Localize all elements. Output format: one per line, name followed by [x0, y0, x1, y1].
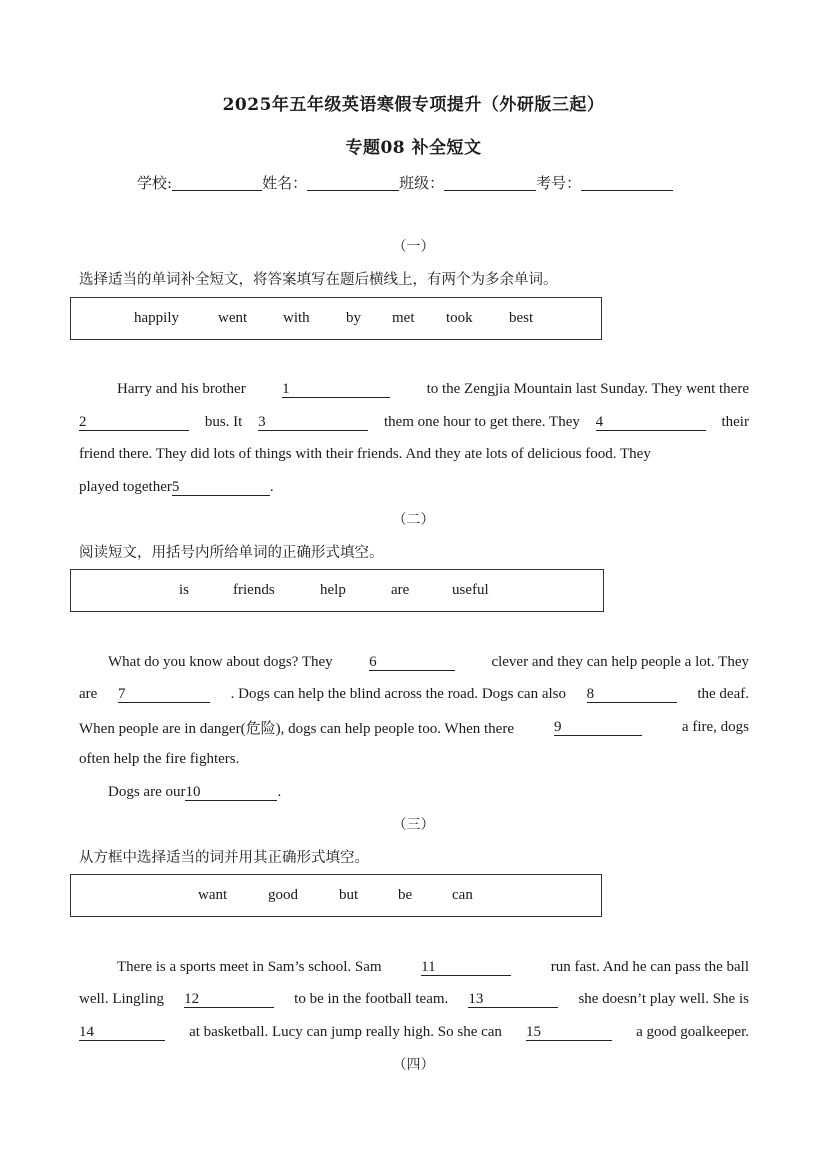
blank-4[interactable]: 4: [596, 414, 706, 431]
passage-2-line-5: Dogs are our 10 .: [108, 784, 282, 800]
class-blank[interactable]: [444, 174, 536, 191]
word-option: happily: [134, 310, 179, 326]
blank-14[interactable]: 14: [79, 1024, 165, 1041]
section-3-heading: （三）: [392, 817, 435, 833]
word-option: went: [218, 310, 248, 326]
word-option: want: [198, 887, 228, 903]
passage-3-line-1: There is a sports meet in Sam’s school. Sam 11 run fast. And he can pass the ball: [117, 959, 749, 975]
name-blank[interactable]: [307, 174, 399, 191]
passage-1-line-3: friend there. They did lots of things with their friends. And they ate lots of delicious food. They: [79, 446, 651, 462]
word-box-2: [70, 569, 604, 612]
word-option: met: [392, 310, 415, 326]
blank-13[interactable]: 13: [468, 991, 558, 1008]
blank-6[interactable]: 6: [369, 654, 455, 671]
section-2-heading: （二）: [392, 512, 435, 528]
word-option: took: [446, 310, 473, 326]
blank-3[interactable]: 3: [258, 414, 368, 431]
word-option: can: [452, 887, 473, 903]
passage-1-line-4: played together 5 .: [79, 479, 274, 495]
word-option: but: [339, 887, 359, 903]
blank-11[interactable]: 11: [421, 959, 511, 976]
exam-no-blank[interactable]: [581, 174, 673, 191]
word-box-3: [70, 874, 602, 917]
passage-2-line-3: When people are in danger(危险), dogs can help people too. When there 9 a fire, dogs: [79, 719, 749, 737]
word-option: friends: [233, 582, 275, 598]
word-option: by: [346, 310, 361, 326]
section-1-heading: （一）: [392, 239, 435, 255]
passage-2-line-1: What do you know about dogs? They 6 clever and they can help people a lot. They: [108, 654, 749, 670]
section-2-instruction: 阅读短文，用括号内所给单词的正确形式填空。: [79, 545, 384, 561]
word-option: with: [283, 310, 310, 326]
passage-2-line-2: are 7 . Dogs can help the blind across the road. Dogs can also 8 the deaf.: [79, 686, 749, 702]
blank-2[interactable]: 2: [79, 414, 189, 431]
passage-2-line-4: often help the fire fighters.: [79, 751, 240, 767]
passage-3-line-2: well. Lingling 12 to be in the football team. 13 she doesn’t play well. She is: [79, 991, 749, 1007]
school-blank[interactable]: [172, 174, 262, 191]
school-label: 学校:: [137, 174, 173, 192]
word-option: good: [268, 887, 298, 903]
passage-3-line-3: 14 at basketball. Lucy can jump really high. So she can 15 a good goalkeeper.: [79, 1024, 749, 1040]
blank-9[interactable]: 9: [554, 719, 642, 736]
student-info-row: [137, 172, 673, 193]
word-option: useful: [452, 582, 489, 598]
word-option: help: [320, 582, 346, 598]
passage-1-line-1: Harry and his brother 1 to the Zengjia Mountain last Sunday. They went there: [117, 381, 749, 397]
blank-1[interactable]: 1: [282, 381, 390, 398]
word-option: are: [391, 582, 410, 598]
passage-1-line-2: 2 bus. It 3 them one hour to get there. They 4 their: [79, 414, 749, 430]
blank-15[interactable]: 15: [526, 1024, 612, 1041]
blank-5[interactable]: 5: [172, 479, 270, 496]
exam-no-label: 考号：: [536, 174, 582, 192]
worksheet-subtitle: 专题08 补全短文: [345, 138, 482, 158]
worksheet-title: 2025年五年级英语寒假专项提升（外研版三起）: [222, 95, 605, 115]
section-4-heading: （四）: [392, 1057, 435, 1073]
blank-7[interactable]: 7: [118, 686, 210, 703]
section-3-instruction: 从方框中选择适当的词并用其正确形式填空。: [79, 850, 369, 866]
name-label: 姓名：: [262, 174, 308, 192]
word-option: be: [398, 887, 413, 903]
class-label: 班级：: [399, 174, 445, 192]
word-option: best: [509, 310, 534, 326]
section-1-instruction: 选择适当的单词补全短文，将答案填写在题后横线上，有两个为多余单词。: [79, 272, 558, 288]
blank-8[interactable]: 8: [587, 686, 677, 703]
word-option: is: [179, 582, 190, 598]
blank-12[interactable]: 12: [184, 991, 274, 1008]
blank-10[interactable]: 10: [185, 784, 277, 801]
word-box-1: [70, 297, 602, 340]
